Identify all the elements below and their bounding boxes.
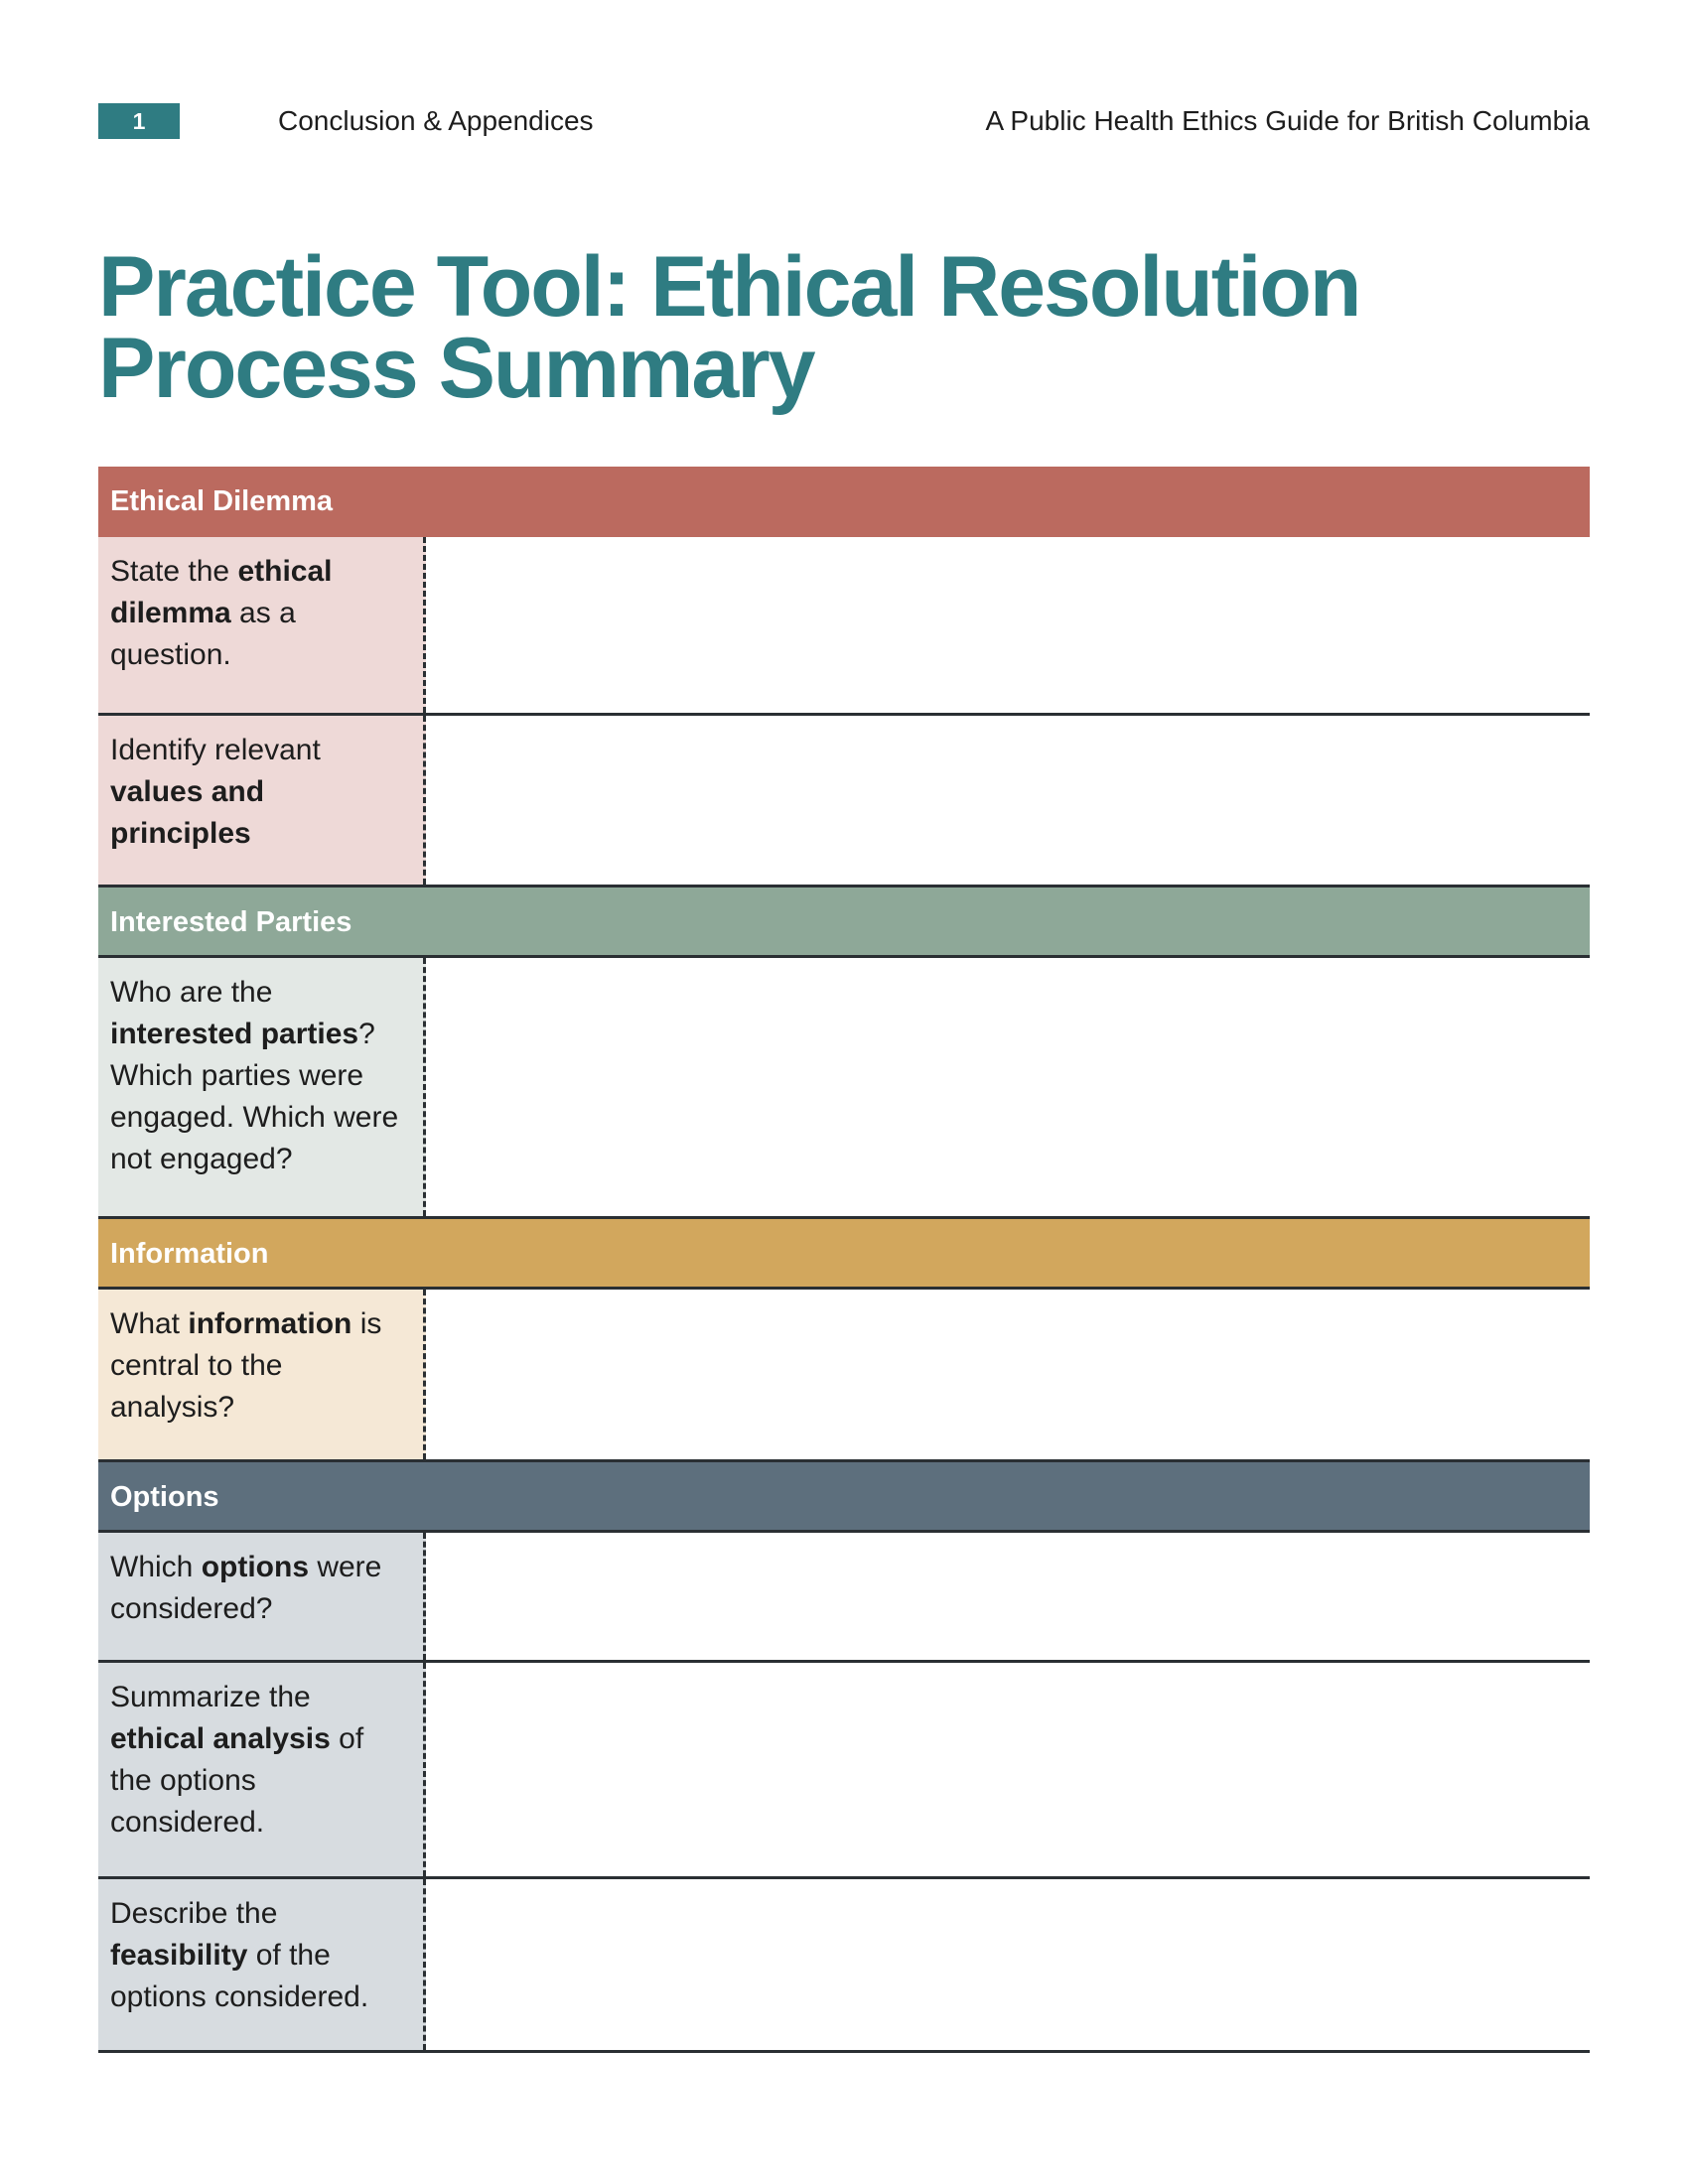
page-header xyxy=(98,103,1590,139)
row-ethical-dilemma-question xyxy=(98,537,1590,716)
page-number-badge: 1 xyxy=(98,103,180,139)
section-header-options: Options xyxy=(98,1462,1590,1533)
answer-field[interactable] xyxy=(426,1663,1590,1876)
guide-title: A Public Health Ethics Guide for British Columbia xyxy=(985,105,1590,136)
row-feasibility xyxy=(98,1879,1590,2053)
section-header-information: Information xyxy=(98,1219,1590,1290)
prompt-keyword: feasibility xyxy=(110,1939,248,1972)
prompt-cell xyxy=(98,537,426,713)
section-name: Conclusion & Appendices xyxy=(278,105,594,136)
prompt-cell xyxy=(98,716,426,885)
section-header-interested-parties: Interested Parties xyxy=(98,887,1590,958)
prompt-keyword: values and principles xyxy=(110,775,265,850)
prompt-text: Summarize the xyxy=(110,1681,311,1713)
prompt-keyword: ethical dilemma xyxy=(110,555,333,629)
prompt-text: as a question. xyxy=(110,597,296,671)
prompt-text: Which xyxy=(110,1551,202,1583)
prompt-cell xyxy=(98,1290,426,1459)
process-summary-table xyxy=(98,467,1590,2053)
prompt-text: What xyxy=(110,1307,189,1340)
prompt-text: is central to the analysis? xyxy=(110,1307,382,1424)
answer-field[interactable] xyxy=(426,716,1590,885)
row-information xyxy=(98,1290,1590,1462)
row-options-considered xyxy=(98,1533,1590,1663)
answer-field[interactable] xyxy=(426,1879,1590,2050)
prompt-keyword: interested parties xyxy=(110,1018,359,1050)
prompt-text: were considered? xyxy=(110,1551,382,1625)
row-interested-parties xyxy=(98,958,1590,1219)
row-ethical-analysis xyxy=(98,1663,1590,1879)
prompt-cell xyxy=(98,1879,426,2050)
row-values-principles xyxy=(98,716,1590,887)
page-title-line-1: Practice Tool: Ethical Resolution xyxy=(98,239,1360,335)
prompt-keyword: options xyxy=(201,1551,309,1583)
prompt-cell xyxy=(98,958,426,1216)
prompt-text: of the options considered. xyxy=(110,1939,369,2013)
prompt-text: ? Which parties were engaged. Which were not engaged? xyxy=(110,1018,399,1175)
prompt-cell xyxy=(98,1663,426,1876)
answer-field[interactable] xyxy=(426,1533,1590,1660)
prompt-text: Describe the xyxy=(110,1897,278,1930)
answer-field[interactable] xyxy=(426,537,1590,713)
prompt-text: Identify relevant xyxy=(110,734,321,766)
page-title-line-2: Process Summary xyxy=(98,321,814,416)
answer-field[interactable] xyxy=(426,958,1590,1216)
page-title xyxy=(98,239,1488,416)
prompt-text: Who are the xyxy=(110,976,273,1009)
prompt-cell xyxy=(98,1533,426,1660)
section-header-ethical-dilemma: Ethical Dilemma xyxy=(98,467,1590,537)
prompt-text: of the options considered. xyxy=(110,1722,364,1839)
answer-field[interactable] xyxy=(426,1290,1590,1459)
prompt-text: State the xyxy=(110,555,238,588)
prompt-keyword: ethical analysis xyxy=(110,1722,331,1755)
prompt-keyword: information xyxy=(188,1307,352,1340)
